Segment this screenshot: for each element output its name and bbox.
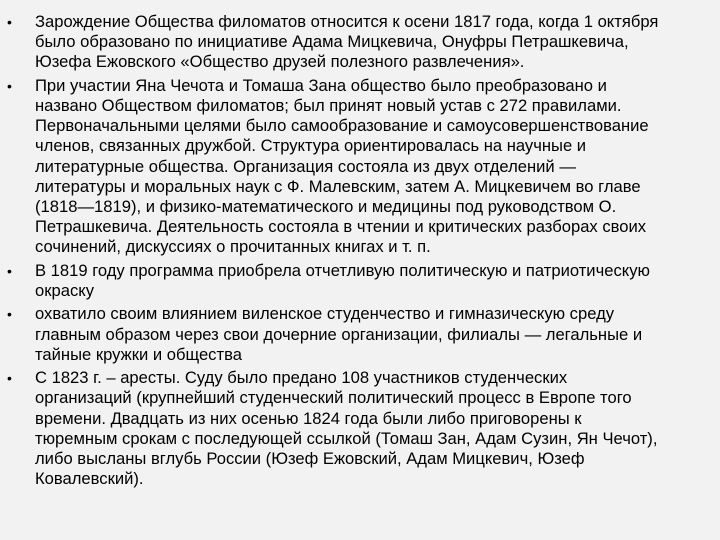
bullet-dot-icon: • <box>7 14 12 30</box>
bullet-item-arrests <box>7 368 714 489</box>
bullet-text: С 1823 г. – аресты. Суду было предано 108 участников студенческих организаций (крупнейший студенческий политический процесс в Европе того времени. Двадцать из них осенью 1824 года были либо приговорены к тюремным срокам с последующей ссылкой (Томаш Зан, Адам Сузин, Ян Чечот), либо высланы вглубь России (Юзеф Ежовский, Адам Мицкевич, Юзеф Ковалевский). <box>35 368 658 489</box>
bullet-item-influence <box>7 304 714 365</box>
bullet-text: охватило своим влиянием виленское студенчество и гимназическую среду главным образом через свои дочерние организации, филиалы — легальные и тайные кружки и общества <box>35 304 643 364</box>
bullet-dot-icon: • <box>7 306 12 323</box>
bullet-text: Зарождение Общества филоматов относится к осени 1817 года, когда 1 октября было образовано по инициативе Адама Мицкевича, Онуфры Петрашкевича, Юзефа Ежовского «Общество друзей полезного развлечения». <box>35 12 659 72</box>
bullet-dot-icon: • <box>7 370 12 387</box>
bullet-text: В 1819 году программа приобрела отчетливую политическую и патриотическую окраску <box>35 260 650 301</box>
bullet-dot-icon: • <box>7 77 12 94</box>
bullet-item-founding <box>7 12 714 73</box>
bullet-item-1819-program <box>7 260 714 301</box>
bullet-text: При участии Яна Чечота и Томаша Зана общество было преобразовано и названо Обществом филоматов; был принят новый устав с 272 правилами. Первоначальными целями было самообразование и самоусовершенствование членов, связанных дружбой. Структура ориентировалась на научные и литературные общества. Организация состояла из двух отделений — литературы и моральных наук с Ф. Малевским, затем А. Мицкевичем во главе (1818—1819), и физико-математического и медицины под руководством О. Петрашкевича. Деятельность состояла в чтении и критических разборах своих сочинений, дискуссиях о прочитанных книгах и т. п. <box>35 75 649 257</box>
bullet-dot-icon: • <box>7 262 12 279</box>
bullet-item-reorganization <box>7 75 714 258</box>
bullet-list <box>7 12 714 493</box>
